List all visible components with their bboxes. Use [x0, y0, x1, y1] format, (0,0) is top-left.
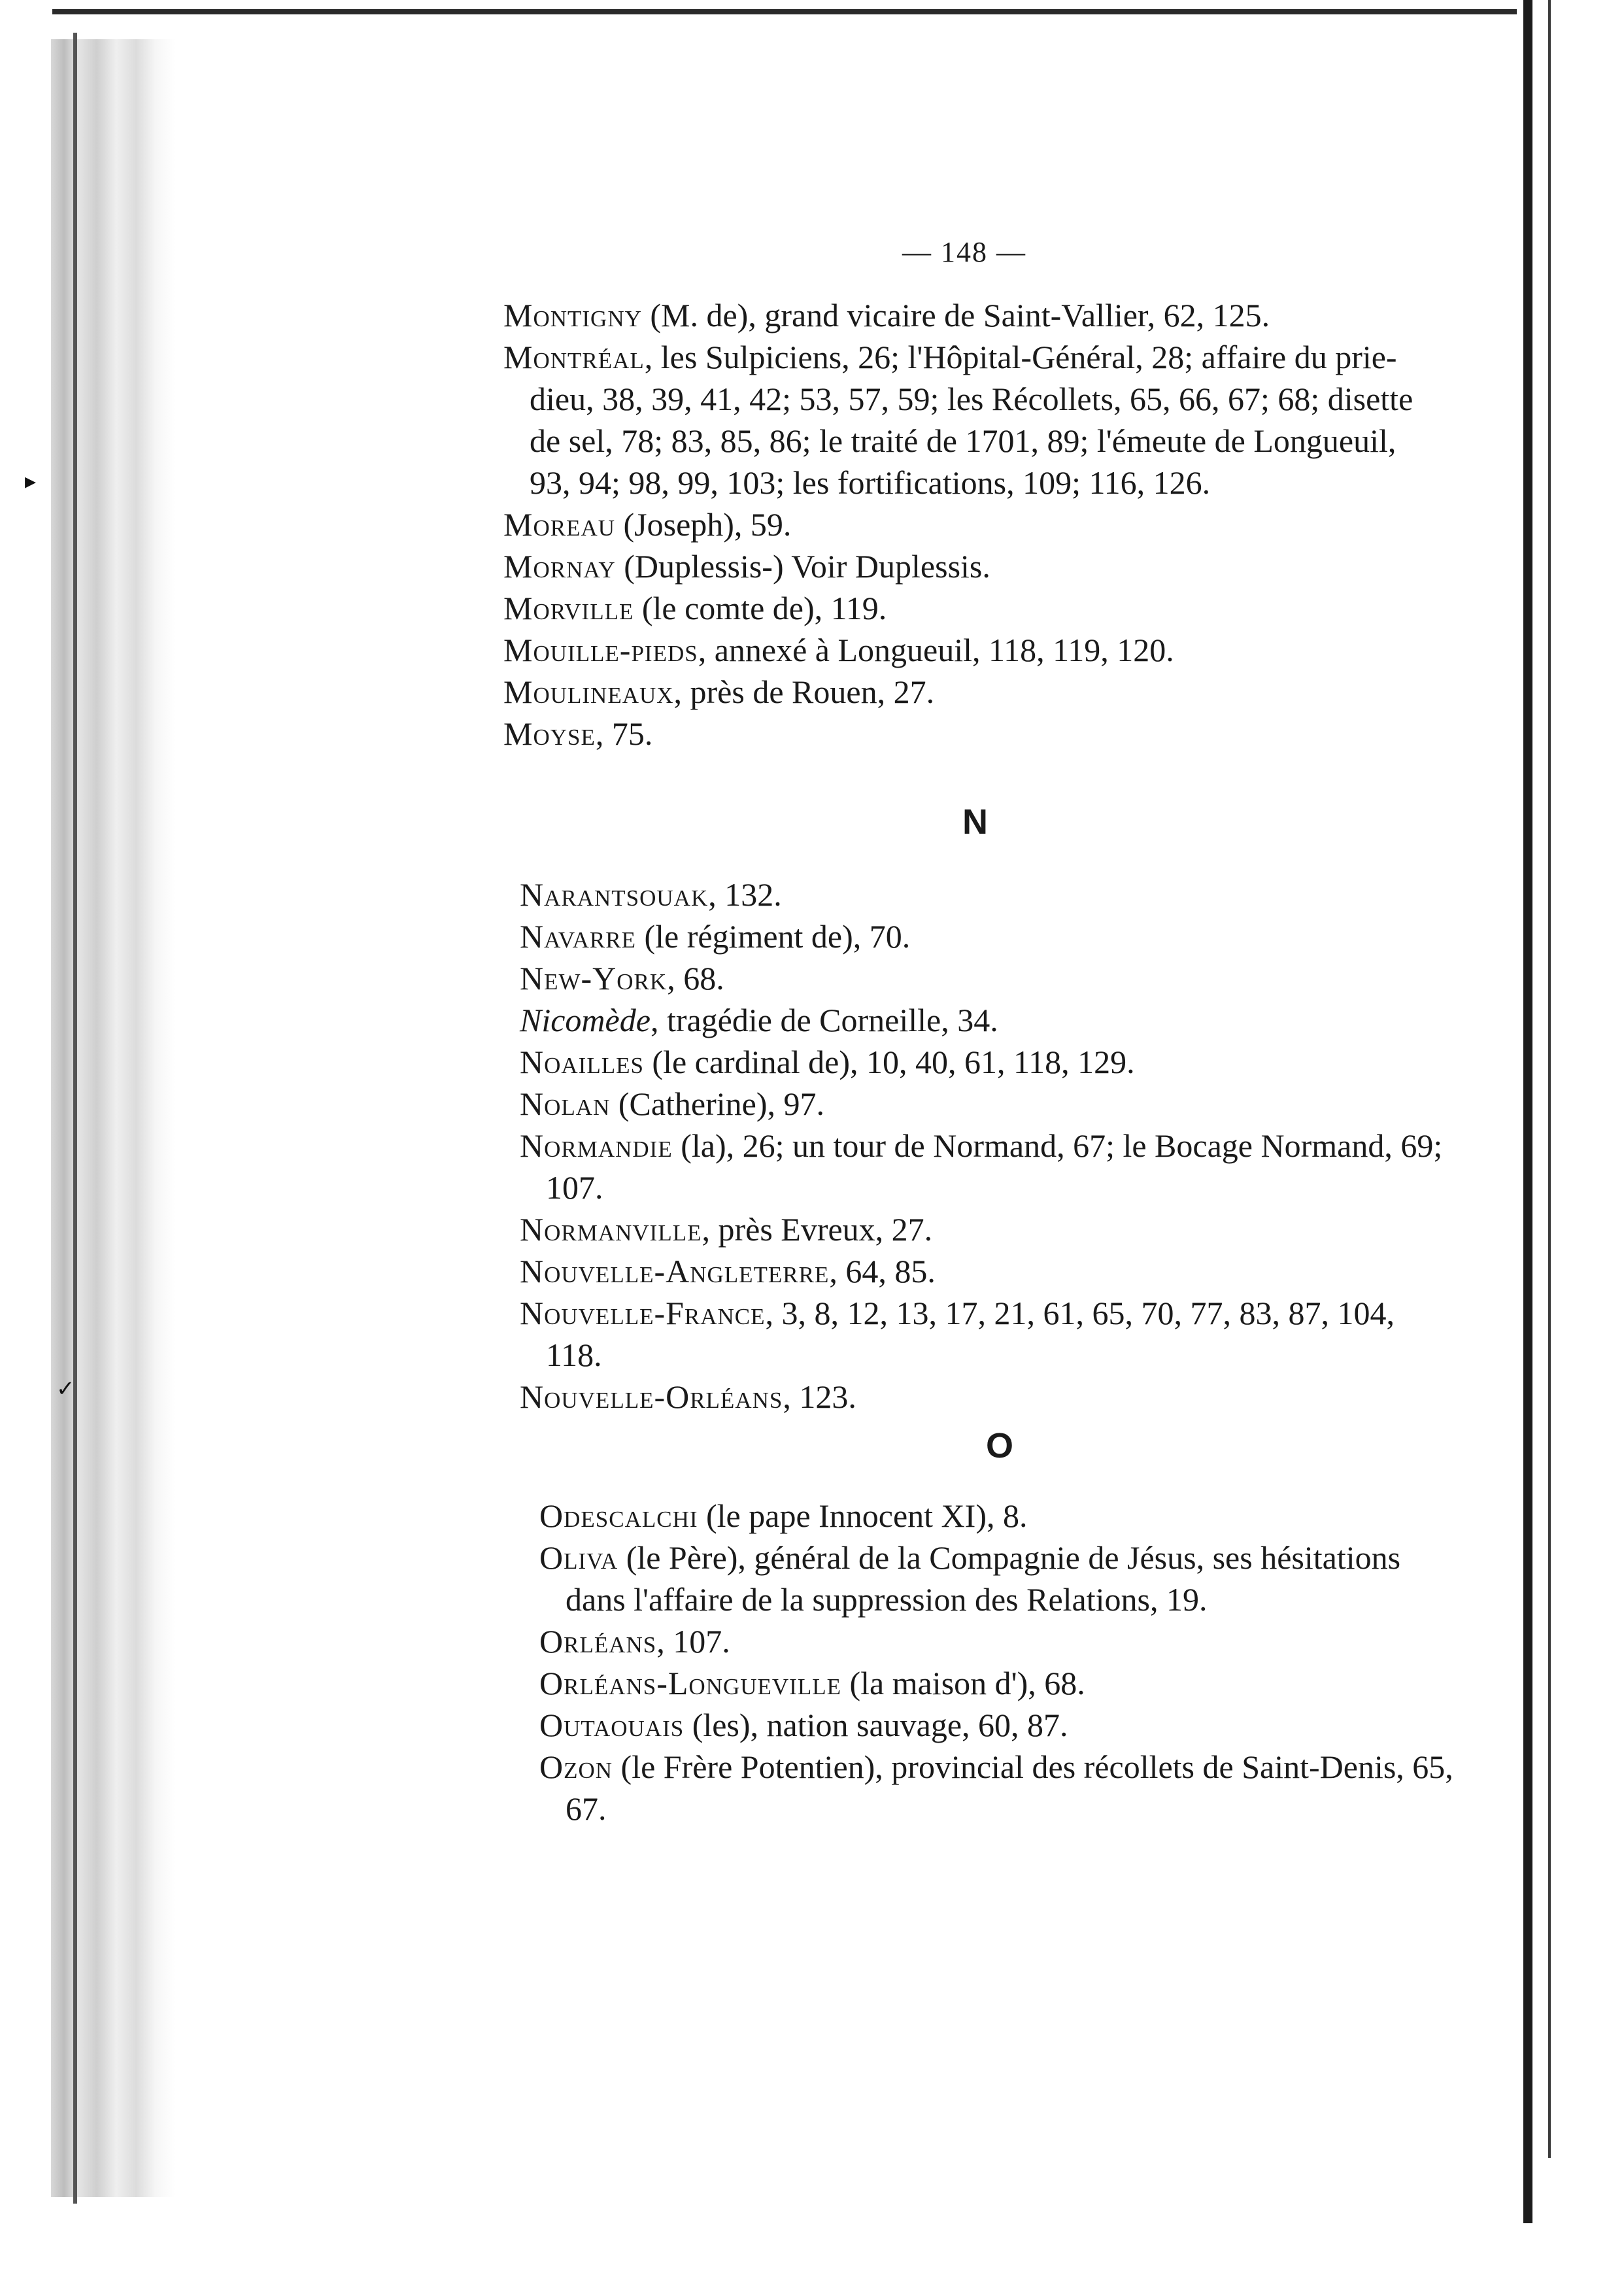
entry-head: Moreau: [503, 506, 616, 543]
index-entry: [503, 503, 1438, 545]
entry-head: Moulineaux: [503, 674, 674, 710]
entry-text: (le régiment de), 70.: [635, 918, 911, 955]
entry-text: (le Frère Potentien), provincial des récollets de Saint-Denis, 65, 67.: [566, 1749, 1453, 1827]
entry-head: Narantsouak: [520, 876, 709, 913]
entry-text: (Catherine), 97.: [610, 1085, 824, 1122]
index-entry: [503, 294, 1438, 336]
index-entry: [520, 957, 1455, 999]
entry-head: Nouvelle-France: [520, 1295, 766, 1331]
entry-text: , 64, 85.: [829, 1253, 936, 1289]
entry-head: Morville: [503, 590, 634, 626]
entry-head: Orléans: [539, 1623, 657, 1660]
entry-text: , 123.: [783, 1378, 856, 1415]
entry-text: (le comte de), 119.: [634, 590, 887, 626]
index-entry: [520, 915, 1455, 957]
entry-text: (le Père), général de la Compagnie de Jésus, ses hésitations dans l'affaire de la suppression des Relations, 19.: [566, 1539, 1401, 1618]
entry-text: (Duplessis-) Voir Duplessis.: [615, 548, 990, 585]
scan-top-edge: [52, 9, 1517, 14]
entry-text: (la), 26; un tour de Normand, 67; le Bocage Normand, 69; 107.: [546, 1127, 1443, 1206]
entry-text: , 107.: [656, 1623, 730, 1660]
entry-text: (les), nation sauvage, 60, 87.: [684, 1707, 1068, 1743]
index-entry: [539, 1746, 1468, 1830]
entry-text: (le pape Innocent XI), 8.: [698, 1497, 1028, 1534]
index-entry: [539, 1495, 1468, 1537]
index-entry: [520, 1125, 1455, 1208]
margin-mark: ✓: [56, 1377, 75, 1401]
index-entry: [520, 1083, 1455, 1125]
entry-head: Normandie: [520, 1127, 673, 1164]
index-entry: [520, 1376, 1455, 1418]
entry-text: (le cardinal de), 10, 40, 61, 118, 129.: [643, 1044, 1135, 1080]
index-entry: [539, 1662, 1468, 1704]
index-entry: [503, 629, 1438, 671]
entry-head-italic: Nicomède: [520, 1002, 651, 1038]
scan-right-edge-thin: [1548, 0, 1551, 2158]
scan-right-edge: [1523, 0, 1532, 2223]
entry-text: , près Evreux, 27.: [702, 1211, 933, 1248]
index-section-o: [539, 1495, 1468, 1830]
index-entry: [503, 336, 1438, 503]
entry-text: , près de Rouen, 27.: [673, 674, 935, 710]
entry-head: Montigny: [503, 297, 642, 333]
entry-head: Ozon: [539, 1749, 613, 1785]
entry-text: , les Sulpiciens, 26; l'Hôpital-Général, 28; affaire du prie-dieu, 38, 39, 41, 42; 53, 57, 59; les Récollets, 65, 66, 67; 68; disette de sel, 78; 83, 85, 86; le traité de 1701, 89; l'émeute de Longueuil, 93, 94; 98, 99, 103; les fortifications, 109; 116, 126.: [530, 339, 1413, 501]
section-letter-n: N: [962, 802, 988, 842]
entry-head: Nolan: [520, 1085, 611, 1122]
entry-head: Montréal: [503, 339, 645, 375]
index-entry: [539, 1620, 1468, 1662]
entry-text: (Joseph), 59.: [615, 506, 792, 543]
index-entry: [539, 1537, 1468, 1620]
index-entry: [520, 1250, 1455, 1292]
entry-head: Navarre: [520, 918, 636, 955]
entry-head: Normanville: [520, 1211, 702, 1248]
entry-text: , tragédie de Corneille, 34.: [650, 1002, 998, 1038]
entry-text: , 75.: [595, 715, 653, 752]
entry-head: Mornay: [503, 548, 616, 585]
entry-head: Noailles: [520, 1044, 644, 1080]
entry-head: Odescalchi: [539, 1497, 698, 1534]
index-entry: [520, 1208, 1455, 1250]
entry-text: (M. de), grand vicaire de Saint-Vallier, 62, 125.: [641, 297, 1270, 333]
section-letter-o: O: [986, 1426, 1014, 1465]
index-entry: [503, 587, 1438, 629]
index-entry: [539, 1704, 1468, 1746]
entry-text: , 132.: [708, 876, 782, 913]
page-number: — 148 —: [902, 236, 1026, 268]
entry-head: Moyse: [503, 715, 596, 752]
index-entry: [503, 713, 1438, 755]
entry-head: Oliva: [539, 1539, 618, 1576]
entry-head: Outaouais: [539, 1707, 685, 1743]
index-entry: [520, 1292, 1455, 1376]
index-entry: [520, 1041, 1455, 1083]
entry-head: Orléans-Longueville: [539, 1665, 841, 1701]
entry-text: , 3, 8, 12, 13, 17, 21, 61, 65, 70, 77, 83, 87, 104, 118.: [546, 1295, 1395, 1373]
index-section-n: [520, 874, 1455, 1418]
entry-head: Mouille-pieds: [503, 632, 698, 668]
index-entry: [503, 545, 1438, 587]
index-entry: [520, 999, 1455, 1041]
binding-shadow-line: [73, 33, 77, 2204]
index-section-m: [503, 294, 1438, 755]
entry-head: Nouvelle-Angleterre: [520, 1253, 830, 1289]
index-entry: [520, 874, 1455, 915]
entry-text: , annexé à Longueuil, 118, 119, 120.: [698, 632, 1174, 668]
entry-text: , 68.: [667, 960, 724, 997]
index-entry: [503, 671, 1438, 713]
entry-text: (la maison d'), 68.: [841, 1665, 1085, 1701]
entry-head: New-York: [520, 960, 668, 997]
entry-head: Nouvelle-Orléans: [520, 1378, 783, 1415]
margin-mark: ▸: [25, 469, 37, 494]
book-binding-edge: [51, 39, 175, 2197]
